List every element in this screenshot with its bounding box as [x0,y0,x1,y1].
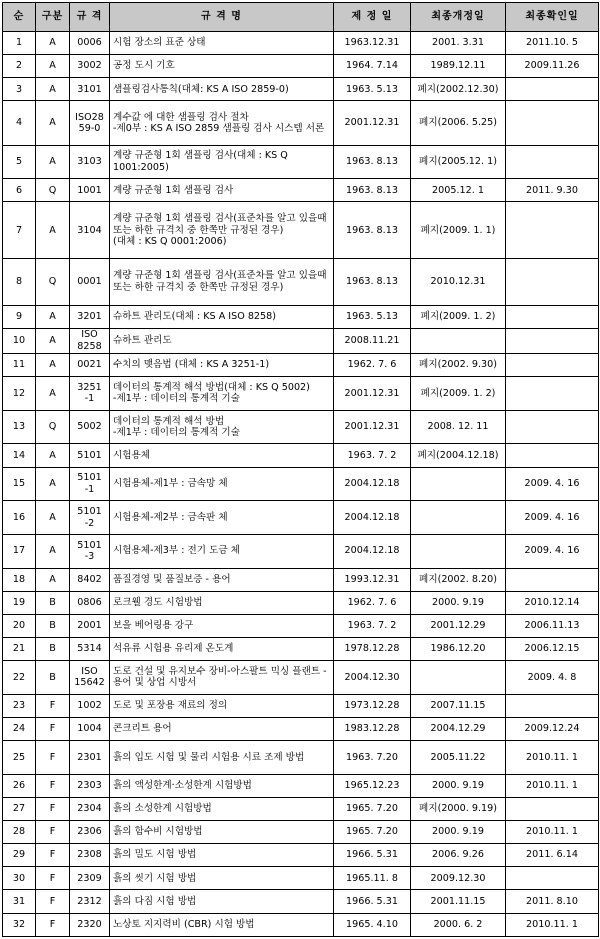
cell-spec-name: 석유류 시험용 유리제 온도계 [110,637,334,660]
cell-seq: 9 [3,305,36,328]
cell-revised-date: 폐지(2009. 1. 2) [411,377,506,411]
cell-category: F [36,797,70,820]
cell-spec-number: 0006 [70,32,110,55]
table-row [3,867,599,890]
header-revised: 최종개정일 [411,3,506,32]
cell-revised-date: 1989.12.11 [411,55,506,78]
cell-spec-name: 노상토 지지력비 (CBR) 시험 방법 [110,913,334,936]
cell-category: F [36,694,70,717]
cell-enacted-date: 1962. 7. 6 [334,353,411,376]
cell-enacted-date: 2004.12.18 [334,467,411,501]
cell-revised-date: 2009.12.30 [411,867,506,890]
cell-revised-date: 폐지(2000. 9.19) [411,797,506,820]
cell-enacted-date: 1963. 8.13 [334,179,411,202]
cell-confirmed-date: 2011. 8.10 [506,890,599,913]
cell-spec-number: 2301 [70,741,110,775]
cell-spec-number: 5101 -2 [70,501,110,535]
cell-spec-number: 3251 -1 [70,377,110,411]
table-row [3,890,599,913]
table-row [3,353,599,376]
cell-category: Q [36,179,70,202]
cell-seq: 3 [3,78,36,101]
cell-spec-name: 시험용체-제2부 : 금속판 체 [110,501,334,535]
cell-confirmed-date: 2009.12.24 [506,717,599,740]
standards-table [2,2,599,937]
cell-category: A [36,501,70,535]
cell-spec-number: 2001 [70,614,110,637]
cell-spec-name: 흙의 씻기 시험 방법 [110,867,334,890]
cell-seq: 11 [3,353,36,376]
table-row [3,913,599,936]
cell-confirmed-date: 2010.11. 1 [506,913,599,936]
cell-spec-name: 시험용체-제3부 : 전기 도금 체 [110,534,334,568]
cell-category: F [36,741,70,775]
cell-spec-name: 도로 및 포장용 재료의 정의 [110,694,334,717]
cell-spec-name: 도로 건설 및 유지보수 장비-아스팔트 믹싱 플랜트 - 용어 및 상업 시방서 [110,661,334,695]
table-row [3,661,599,695]
cell-spec-number: 8402 [70,568,110,591]
header-spec: 규 격 [70,3,110,32]
cell-seq: 27 [3,797,36,820]
cell-confirmed-date [506,328,599,353]
table-row [3,55,599,78]
cell-revised-date: 2005.11.22 [411,741,506,775]
cell-category: A [36,305,70,328]
table-row [3,591,599,614]
cell-enacted-date: 1963. 5.13 [334,78,411,101]
cell-spec-number: ISO 8258 [70,328,110,353]
cell-revised-date [411,501,506,535]
cell-confirmed-date [506,353,599,376]
cell-revised-date: 1986.12.20 [411,637,506,660]
cell-revised-date: 2001. 3.31 [411,32,506,55]
cell-seq: 22 [3,661,36,695]
cell-confirmed-date: 2011. 6.14 [506,844,599,867]
cell-seq: 2 [3,55,36,78]
cell-category: Q [36,410,70,444]
cell-spec-name: 계량 규준형 1회 샘플링 검사(표준차를 알고 있을때 또는 하한 규격치 중 한쪽만 규정된 경우) [110,259,334,305]
cell-category: A [36,377,70,411]
cell-category: Q [36,259,70,305]
cell-enacted-date: 2004.12.30 [334,661,411,695]
table-row [3,774,599,797]
cell-spec-name: 흙의 다짐 시험 방법 [110,890,334,913]
cell-category: A [36,78,70,101]
cell-confirmed-date [506,305,599,328]
cell-spec-number: 3101 [70,78,110,101]
cell-enacted-date: 1966. 5.31 [334,890,411,913]
cell-revised-date: 2005.12. 1 [411,179,506,202]
cell-spec-number: 1002 [70,694,110,717]
cell-enacted-date: 1963. 8.13 [334,202,411,259]
cell-enacted-date: 2001.12.31 [334,377,411,411]
cell-category: A [36,202,70,259]
cell-spec-number: 0806 [70,591,110,614]
table-row [3,101,599,145]
cell-spec-number: 3104 [70,202,110,259]
cell-revised-date: 2007.11.15 [411,694,506,717]
cell-seq: 19 [3,591,36,614]
table-row [3,467,599,501]
table-row [3,259,599,305]
cell-revised-date: 2006. 9.26 [411,844,506,867]
cell-enacted-date: 1965.12.23 [334,774,411,797]
cell-spec-number: ISO 15642 [70,661,110,695]
table-row [3,145,599,179]
cell-category: A [36,467,70,501]
cell-revised-date: 폐지(2002. 8.20) [411,568,506,591]
cell-category: A [36,55,70,78]
cell-confirmed-date: 2009. 4. 16 [506,501,599,535]
cell-spec-number: 5002 [70,410,110,444]
cell-seq: 14 [3,444,36,467]
cell-confirmed-date [506,694,599,717]
cell-category: A [36,568,70,591]
cell-enacted-date: 1963. 7.20 [334,741,411,775]
cell-spec-name: 슈하트 관리도(대체 : KS A ISO 8258) [110,305,334,328]
cell-category: B [36,614,70,637]
table-row [3,305,599,328]
cell-confirmed-date [506,78,599,101]
cell-enacted-date: 1965. 4.10 [334,913,411,936]
cell-seq: 18 [3,568,36,591]
cell-enacted-date: 1962. 7. 6 [334,591,411,614]
cell-enacted-date: 1965. 7.20 [334,797,411,820]
header-name: 규 격 명 [110,3,334,32]
cell-enacted-date: 1963. 5.13 [334,305,411,328]
cell-spec-number: 1001 [70,179,110,202]
cell-spec-number: 3103 [70,145,110,179]
table-row [3,377,599,411]
cell-spec-name: 시험 장소의 표준 상태 [110,32,334,55]
cell-spec-name: 흙의 소성한계 시험방법 [110,797,334,820]
cell-category: F [36,717,70,740]
cell-confirmed-date: 2006.11.13 [506,614,599,637]
cell-category: B [36,661,70,695]
cell-seq: 25 [3,741,36,775]
cell-enacted-date: 1973.12.28 [334,694,411,717]
cell-spec-name: 수치의 맺음법 (대체 : KS A 3251-1) [110,353,334,376]
table-row [3,78,599,101]
cell-enacted-date: 1963. 7. 2 [334,444,411,467]
cell-spec-number: 2304 [70,797,110,820]
cell-seq: 28 [3,821,36,844]
table-row [3,501,599,535]
cell-spec-name: 계량 규준형 1회 샘플링 검사(표준차를 알고 있을때 또는 하한 규격치 중 한쪽만 규정된 경우) (대체 : KS Q 0001:2006) [110,202,334,259]
cell-spec-number: 5101 -1 [70,467,110,501]
cell-category: F [36,821,70,844]
header-category: 구분 [36,3,70,32]
table-row [3,844,599,867]
cell-spec-name: 시험용체-제1부 : 금속망 체 [110,467,334,501]
cell-seq: 30 [3,867,36,890]
cell-spec-name: 공정 도시 기호 [110,55,334,78]
cell-spec-name: 샘플링검사통칙(대체: KS A ISO 2859-0) [110,78,334,101]
cell-spec-number: 0001 [70,259,110,305]
cell-seq: 12 [3,377,36,411]
cell-enacted-date: 2008.11.21 [334,328,411,353]
cell-enacted-date: 1965. 7.20 [334,821,411,844]
cell-seq: 7 [3,202,36,259]
cell-seq: 26 [3,774,36,797]
table-row [3,534,599,568]
cell-category: F [36,867,70,890]
cell-seq: 20 [3,614,36,637]
cell-revised-date: 폐지(2009. 1. 2) [411,305,506,328]
cell-revised-date: 폐지(2004.12.18) [411,444,506,467]
cell-confirmed-date: 2009.11.26 [506,55,599,78]
cell-seq: 16 [3,501,36,535]
cell-category: A [36,328,70,353]
cell-seq: 4 [3,101,36,145]
cell-category: F [36,913,70,936]
header-confirmed: 최종확인일 [506,3,599,32]
cell-enacted-date: 2001.12.31 [334,410,411,444]
cell-spec-name: 흙의 액성한계·소성한계 시험방법 [110,774,334,797]
cell-category: B [36,591,70,614]
cell-enacted-date: 1965.11. 8 [334,867,411,890]
cell-category: A [36,32,70,55]
cell-revised-date: 2000. 9.19 [411,774,506,797]
cell-spec-name: 계량 규준형 1회 샘플링 검사(대체 : KS Q 1001:2005) [110,145,334,179]
cell-spec-number: ISO28 59-0 [70,101,110,145]
cell-spec-number: 3002 [70,55,110,78]
table-row [3,797,599,820]
cell-revised-date: 2004.12.29 [411,717,506,740]
cell-spec-number: 5101 [70,444,110,467]
cell-confirmed-date [506,797,599,820]
cell-spec-number: 2320 [70,913,110,936]
table-row [3,717,599,740]
cell-confirmed-date: 2009. 4. 8 [506,661,599,695]
cell-seq: 24 [3,717,36,740]
cell-spec-name: 계량 규준형 1회 샘플링 검사 [110,179,334,202]
cell-spec-number: 5101 -3 [70,534,110,568]
cell-revised-date: 2000. 6. 2 [411,913,506,936]
table-row [3,568,599,591]
table-row [3,444,599,467]
cell-category: A [36,444,70,467]
cell-spec-name: 시험용체 [110,444,334,467]
table-row [3,821,599,844]
cell-enacted-date: 1963. 8.13 [334,259,411,305]
table-row [3,637,599,660]
cell-revised-date: 2000. 9.19 [411,821,506,844]
cell-enacted-date: 2001.12.31 [334,101,411,145]
cell-category: A [36,101,70,145]
cell-spec-name: 로크웰 경도 시험방법 [110,591,334,614]
cell-category: A [36,353,70,376]
cell-seq: 29 [3,844,36,867]
table-row [3,179,599,202]
table-body [3,32,599,937]
cell-revised-date [411,328,506,353]
table-row [3,32,599,55]
cell-category: A [36,534,70,568]
cell-spec-name: 흙의 밀도 시험 방법 [110,844,334,867]
cell-revised-date: 2010.12.31 [411,259,506,305]
table-row [3,328,599,353]
cell-confirmed-date: 2011.10. 5 [506,32,599,55]
cell-spec-number: 2306 [70,821,110,844]
cell-seq: 1 [3,32,36,55]
cell-seq: 31 [3,890,36,913]
cell-revised-date: 폐지(2002. 9.30) [411,353,506,376]
header-enacted: 제 정 일 [334,3,411,32]
cell-confirmed-date: 2010.11. 1 [506,741,599,775]
cell-seq: 15 [3,467,36,501]
cell-confirmed-date [506,444,599,467]
cell-revised-date: 폐지(2005.12. 1) [411,145,506,179]
cell-confirmed-date: 2010.12.14 [506,591,599,614]
cell-category: A [36,145,70,179]
cell-revised-date: 2008. 12. 11 [411,410,506,444]
cell-enacted-date: 1963. 7. 2 [334,614,411,637]
cell-confirmed-date [506,101,599,145]
cell-seq: 21 [3,637,36,660]
table-row [3,694,599,717]
table-row [3,202,599,259]
cell-enacted-date: 1963.12.31 [334,32,411,55]
cell-revised-date: 폐지(2009. 1. 1) [411,202,506,259]
cell-confirmed-date: 2006.12.15 [506,637,599,660]
cell-enacted-date: 1993.12.31 [334,568,411,591]
cell-seq: 5 [3,145,36,179]
table-row [3,410,599,444]
cell-spec-name: 데이터의 통계적 해석 방법 -제1부 : 데이터의 통계적 기술 [110,410,334,444]
cell-enacted-date: 1983.12.28 [334,717,411,740]
cell-enacted-date: 2004.12.18 [334,534,411,568]
cell-confirmed-date [506,377,599,411]
cell-confirmed-date: 2009. 4. 16 [506,467,599,501]
cell-confirmed-date: 2011. 9.30 [506,179,599,202]
cell-category: F [36,844,70,867]
cell-spec-name: 흙의 함수비 시험방법 [110,821,334,844]
cell-spec-name: 콘크리트 용어 [110,717,334,740]
cell-enacted-date: 1966. 5.31 [334,844,411,867]
cell-seq: 6 [3,179,36,202]
cell-seq: 13 [3,410,36,444]
cell-spec-name: 슈하트 관리도 [110,328,334,353]
cell-spec-number: 0021 [70,353,110,376]
cell-enacted-date: 1963. 8.13 [334,145,411,179]
cell-spec-name: 계수값 에 대한 샘플링 검사 절차 -제0부 : KS A ISO 2859 샘플링 검사 시스템 서론 [110,101,334,145]
cell-confirmed-date [506,259,599,305]
cell-spec-name: 흙의 입도 시험 및 물리 시험용 시료 조제 방법 [110,741,334,775]
cell-confirmed-date [506,867,599,890]
cell-revised-date: 2000. 9.19 [411,591,506,614]
cell-revised-date: 폐지(2006. 5.25) [411,101,506,145]
cell-enacted-date: 1978.12.28 [334,637,411,660]
cell-seq: 17 [3,534,36,568]
header-seq: 순 [3,3,36,32]
cell-seq: 32 [3,913,36,936]
cell-confirmed-date [506,568,599,591]
cell-spec-number: 3201 [70,305,110,328]
cell-seq: 8 [3,259,36,305]
cell-spec-number: 2308 [70,844,110,867]
cell-confirmed-date [506,410,599,444]
cell-revised-date [411,534,506,568]
cell-confirmed-date: 2010.11. 1 [506,821,599,844]
cell-spec-name: 품질경영 및 품질보증 - 용어 [110,568,334,591]
cell-enacted-date: 1964. 7.14 [334,55,411,78]
cell-revised-date [411,467,506,501]
cell-spec-number: 2309 [70,867,110,890]
cell-confirmed-date: 2010.11. 1 [506,774,599,797]
header-row [3,3,599,32]
cell-enacted-date: 2004.12.18 [334,501,411,535]
cell-confirmed-date: 2009. 4. 16 [506,534,599,568]
cell-revised-date: 2001.12.29 [411,614,506,637]
cell-category: F [36,890,70,913]
cell-revised-date: 2001.11.15 [411,890,506,913]
cell-spec-number: 1004 [70,717,110,740]
cell-spec-number: 5314 [70,637,110,660]
cell-revised-date [411,661,506,695]
cell-category: F [36,774,70,797]
cell-spec-name: 보올 베어링용 강구 [110,614,334,637]
table-row [3,614,599,637]
cell-spec-name: 데이터의 통계적 해석 방법(대체 : KS Q 5002) -제1부 : 데이터의 통계적 기술 [110,377,334,411]
cell-spec-number: 2303 [70,774,110,797]
cell-confirmed-date [506,145,599,179]
cell-category: B [36,637,70,660]
cell-seq: 23 [3,694,36,717]
cell-seq: 10 [3,328,36,353]
cell-revised-date: 폐지(2002.12.30) [411,78,506,101]
table-row [3,741,599,775]
cell-spec-number: 2312 [70,890,110,913]
cell-confirmed-date [506,202,599,259]
